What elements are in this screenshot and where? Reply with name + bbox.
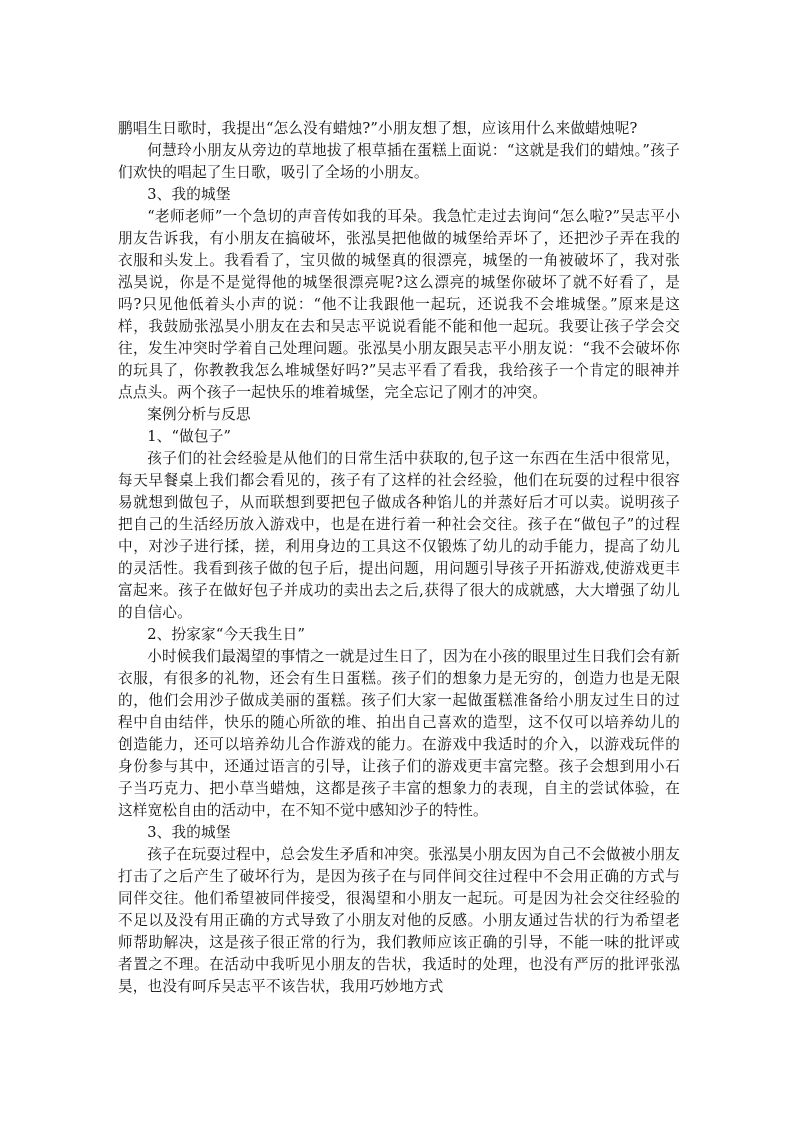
heading-case-analysis: 案例分析与反思 xyxy=(147,406,251,423)
paragraph-birthday-candle-question: 鹏唱生日歌时，我提出“怎么没有蜡烛?”小朋友想了想，应该用什么来做蜡烛呢? xyxy=(118,120,638,137)
heading-birthday-play: 2、扮家家“今天我生日” xyxy=(147,626,306,643)
paragraph-castle-analysis: 孩子在玩耍过程中，总会发生矛盾和冲突。张泓昊小朋友因为自己不会做被小朋友打击了之后产生了破坏行为，是因为孩子在与同伴间交往过程中不会用正确的方式与同伴交往。他们希望被同伴接受，很渴望和小朋友一起玩。可是因为社会交往经验的不足以及没有用正确的方式导致了小朋友对他的反感。小朋友通过告状的行为希望老师帮助解决，这是孩子很正常的行为，我们教师应该正确的引导，不能一味的批评或者置之不理。在活动中我听见小朋友的告状，我适时的处理，也没有严厉的批评张泓昊，也没有呵斥吴志平不该告状，我用巧妙地方式 xyxy=(118,846,680,995)
document-page xyxy=(118,118,680,998)
paragraph-grass-candle: 何慧玲小朋友从旁边的草地拔了根草插在蛋糕上面说：“这就是我们的蜡烛。”孩子们欢快的唱起了生日歌，吸引了全场的小朋友。 xyxy=(118,142,680,181)
paragraph-birthday-analysis: 小时候我们最渴望的事情之一就是过生日了，因为在小孩的眼里过生日我们会有新衣服，有很多的礼物，还会有生日蛋糕。孩子们的想象力是无穷的，创造力也是无限的，他们会用沙子做成美丽的蛋糕。孩子们大家一起做蛋糕准备给小朋友过生日的过程中自由结伴，快乐的随心所欲的堆、拍出自己喜欢的造型，这不仅可以培养幼儿的创造能力，还可以培养幼儿合作游戏的能力。在游戏中我适时的介入，以游戏玩伴的身份参与其中，还通过语言的引导，让孩子们的游戏更丰富完整。孩子会想到用小石子当巧克力、把小草当蜡烛，这都是孩子丰富的想象力的表现，自主的尝试体验，在这样宽松自由的活动中，在不知不觉中感知沙子的特性。 xyxy=(118,648,680,819)
paragraph-castle-story: “老师老师”一个急切的声音传如我的耳朵。我急忙走过去询问“怎么啦?”吴志平小朋友告诉我，有小朋友在搞破坏，张泓昊把他做的城堡给弄坏了，还把沙子弄在我的衣服和头发上。我看看了，宝贝做的城堡真的很漂亮，城堡的一角被破坏了，我对张泓昊说，你是不是觉得他的城堡很漂亮呢?这么漂亮的城堡你破坏了就不好看了，是吗?只见他低着头小声的说：“他不让我跟他一起玩，还说我不会堆城堡。”原来是这样，我鼓励张泓昊小朋友在去和吴志平说说看能不能和他一起玩。我要让孩子学会交往，发生冲突时学着自己处理问题。张泓昊小朋友跟吴志平小朋友说：“我不会破坏你的玩具了，你教教我怎么堆城堡好吗?”吴志平看了看我，我给孩子一个肯定的眼神并点点头。两个孩子一起快乐的堆着城堡，完全忘记了刚才的冲突。 xyxy=(118,208,680,401)
paragraph-buns-analysis: 孩子们的社会经验是从他们的日常生活中获取的,包子这一东西在生活中很常见，每天早餐桌上我们都会看见的，孩子有了这样的社会经验，他们在玩耍的过程中很容易就想到做包子，从而联想到要把包子做成各种馅儿的并蒸好后才可以卖。说明孩子把自己的生活经历放入游戏中，也是在进行着一种社会交往。孩子在“做包子”的过程中，对沙子进行揉，搓，利用身边的工具这不仅锻炼了幼儿的动手能力，提高了幼儿的灵活性。我看到孩子做的包子后，提出问题，用问题引导孩子开拓游戏,使游戏更丰富起来。孩子在做好包子并成功的卖出去之后,获得了很大的成就感，大大增强了幼儿的自信心。 xyxy=(118,450,680,621)
heading-my-castle: 3、我的城堡 xyxy=(147,186,231,203)
heading-my-castle-analysis: 3、我的城堡 xyxy=(147,824,231,841)
heading-making-buns: 1、“做包子” xyxy=(147,428,232,445)
